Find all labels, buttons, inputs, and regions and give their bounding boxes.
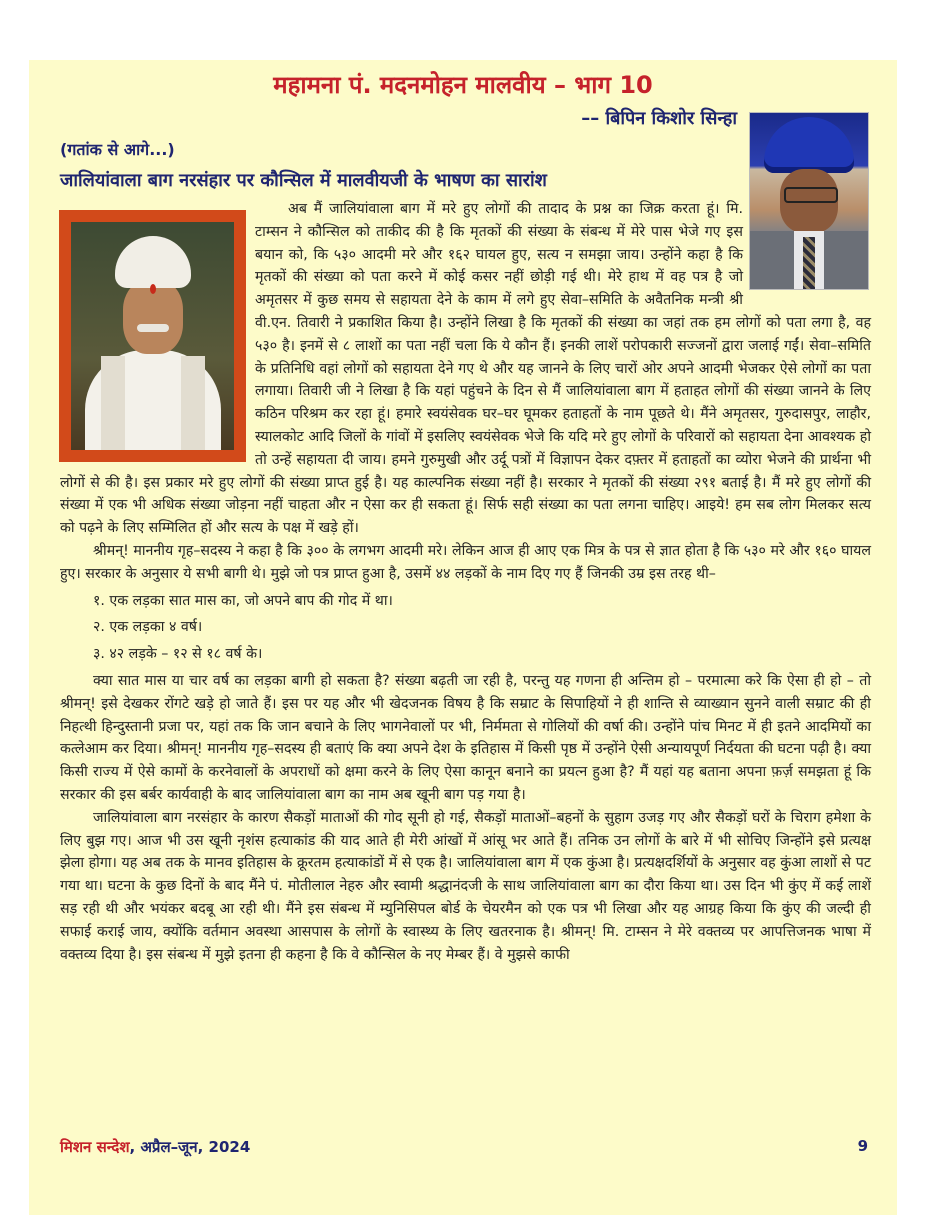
paragraph-1: अब मैं जालियांवाला बाग में मरे हुए लोगों की तादाद के प्रश्न का जिक्र करता हूं। मि. टाम्सन ने कौन्सिल को ताकीद की है कि मृतकों की संख्या के संबन्ध में मेरे पास भेजे गए इस बयान को, कि ५३० आदमी मरे और १६२ घायल हुए, सत्य न समझा जाय। उन्होंने कहा है कि मृतकों की संख्या को पता करने में कोई कसर नहीं छोड़ी गई थी। मेरे हाथ में वह पत्र है जो अमृतसर में कुछ समय से सहायता देने के काम में लगे हुए सेवा–समिति के अवैतनिक मन्त्री श्री वी.एन. तिवारी ने प्रकाशित किया है। उन्होंने लिखा है कि मृतकों की संख्या का जहां तक हम लोगों को पता लगा है, वह ५३० है। इनमें से ८ लाशों का पता नहीं चला कि ये कौन हैं। इनकी लाशें परोपकारी सज्जनों द्वारा जलाई गईं। सेवा–समिति के प्रतिनिधि वहां लोगों को सहायता देने गए थे और यह जानने के लिए चारों ओर अपने आदमी भेजकर ऐसे लोगों का पता लगाया। तिवारी जी ने लिखा है कि यहां पहुंचने के दिन से मैं जालियांवाला बाग में हताहत लोगों की संख्या जानने के लिए कठिन परिश्रम कर रहा हूं। हमारे स्वयंसेवक घर–घर घूमकर हताहतों के नाम पूछते थे। मैंने अमृतसर, गुरुदासपुर, लाहौर, स्यालकोट आदि जिलों के गांवों में इसलिए स्वयंसेवक भेजे कि यदि मरे हुए लोगों के परिवारों को सहायता देना आवश्यक हो तो उन्हें सहायता दी जाय। हमने गुरुमुखी और उर्दू पत्रों में विज्ञापन देकर दफ़्तर में हताहतों का व्योरा भेजने की प्रार्थना भी लोगों से की है। इस प्रकार मरे हुए लोगों की संख्या प्राप्त हुई है। यह काल्पनिक संख्या नहीं है। सरकार ने मृतकों की संख्या २९१ बताई है। मैं मरे हुए लोगों की संख्या में एक भी अधिक संख्या जोड़ना नहीं चाहता और न ऐसा कर ही सकता हूं। सिर्फ सही संख्या का पता लगना चाहिए। आइये! हम सब लोग मिलकर सत्य को पढ़ने के लिए सम्मिलित हों और सत्य के पक्ष में खड़े हों।: [60, 201, 871, 537]
portrait-mustache: [137, 324, 169, 332]
list-item: ३. ४२ लड़के – १२ से १८ वर्ष के।: [93, 646, 263, 663]
article-title: महामना पं. मदनमोहन मालवीय – भाग 10: [273, 71, 653, 99]
magazine-name: मिशन सन्देश: [60, 1138, 130, 1156]
author-photo-turban: [764, 117, 854, 173]
portrait-shawl-right: [181, 356, 205, 450]
paragraph-4: जालियांवाला बाग नरसंहार के कारण सैकड़ों माताओं की गोद सूनी हो गई, सैकड़ों माताओं–बहनों के सुहाग उजड़ गए और सैकड़ों घरों के चिराग हमेशा के लिए बुझ गए। आज भी उस खूनी नृशंस हत्याकांड की याद आते ही मेरी आंखों में आंसू भर आते हैं। तनिक उन लोगों के बारे में भी सोचिए जिन्होंने इसे प्रत्यक्ष झेला होगा। यह अब तक के मानव इतिहास के क्रूरतम हत्याकांडों में से एक है। जालियांवाला बाग में एक कुंआ है। प्रत्यक्षदर्शियों के अनुसार वह कुंआ लाशों से पट गया था। घटना के कुछ दिनों के बाद मैंने पं. मोतीलाल नेहरु और स्वामी श्रद्धानंदजी के साथ जालियांवाला बाग का दौरा किया था। उस दिन भी कुंए में कई लाशें सड़ रही थी और भयंकर बदबू आ रही थी। मैंने इस संबन्ध में म्युनिसिपल बोर्ड के चेयरमैन को एक पत्र भी लिखा और यह आग्रह किया कि कुंए की जल्दी ही सफाई कराई जाय, क्योंकि वर्तमान अवस्था आसपास के लोगों के स्वास्थ्य के लिए खतरनाक है। श्रीमन्! मि. टाम्सन ने मेरे वक्तव्य पर आपत्तिजनक भाषा में वक्तव्य दिया है। इस संबन्ध में मुझे इतना ही कहना है कि वे कौन्सिल के नए मेम्बर हैं। वे मुझसे काफी: [60, 809, 871, 963]
portrait-tilak: [150, 284, 156, 294]
continued-note: (गतांक से आगे...): [60, 140, 175, 159]
page-number: 9: [857, 1137, 868, 1155]
portrait-turban: [115, 236, 191, 288]
footer-issue: [60, 1137, 250, 1157]
list-item: १. एक लड़का सात मास का, जो अपने बाप की गोद में था।: [93, 592, 393, 609]
portrait-shawl-left: [101, 356, 125, 450]
issue-date: , अप्रैल–जून, 2024: [129, 1138, 251, 1156]
list-item: २. एक लड़का ४ वर्ष।: [93, 619, 203, 636]
section-heading: जालियांवाला बाग नरसंहार पर कौन्सिल में मालवीयजी के भाषण का सारांश: [60, 170, 547, 191]
paragraph-3: क्या सात मास या चार वर्ष का लड़का बागी हो सकता है? संख्या बढ़ती जा रही है, परन्तु यह गणना ही अन्तिम हो – परमात्मा करे कि ऐसा ही हो – तो श्रीमन्! इसे देखकर रोंगटे खड़े हो जाते हैं। इस पर यह और भी खेदजनक विषय है कि सम्राट के सिपाहियों ने ही शान्ति से व्याख्यान सुनने वाली सम्राट की ही निहत्थी हिन्दुस्तानी प्रजा पर, यहां तक कि जान बचाने के लिए भागनेवालों पर भी, निर्ममता से गोलियों की वर्षा की। उन्होंने पांच मिनट में ही इतने आदमियों का कत्लेआम कर दिया। श्रीमन्! माननीय गृह–सदस्य ही बताएं कि क्या अपने देश के इतिहास में किसी पृष्ठ में उन्होंने ऐसी अन्यायपूर्ण निर्दयता की घटना पढ़ी है। क्या किसी राज्य में ऐसे कामों के करनेवालों के अपराधों को क्षमा करने के लिए ऐसा कानून बनाने का प्रयत्न हुआ है? मैं यहां यह बताना अपना फ़र्ज़ समझता हूं कि सरकार की इस बर्बर कार्यवाही के बाद जालियांवाला बाग का नाम अब खूनी बाग पड़ गया है।: [60, 672, 871, 803]
magazine-page: [29, 60, 897, 1215]
right-image-spacer: [743, 198, 871, 292]
malaviya-portrait-canvas: [71, 222, 234, 450]
malaviya-portrait: [59, 210, 246, 462]
author-byline: –– बिपिन किशोर सिन्हा: [581, 108, 737, 129]
paragraph-2: श्रीमन्! माननीय गृह–सदस्य ने कहा है कि ३०० के लगभग आदमी मरे। लेकिन आज ही आए एक मित्र के पत्र से ज्ञात होता है कि ५३० मरे और १६० घायल हुए। सरकार के अनुसार ये सभी बागी थे। मुझे जो पत्र प्राप्त हुआ है, उसमें ४४ लड़कों के नाम दिए गए हैं जिनकी उम्र इस तरह थी–: [60, 542, 871, 582]
